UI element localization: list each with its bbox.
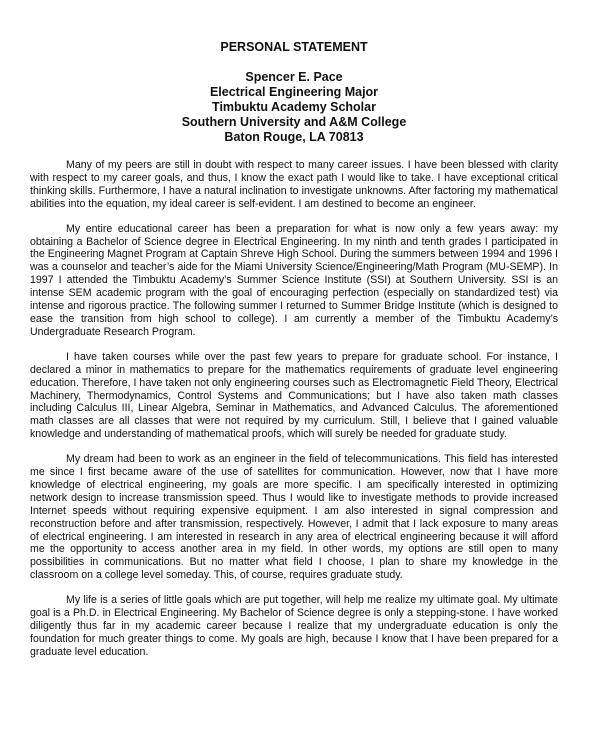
document-page (30, 40, 558, 671)
author-school: Southern University and A&M College (181, 115, 407, 129)
author-name: Spencer E. Pace (245, 70, 343, 84)
author-location: Baton Rouge, LA 70813 (224, 130, 364, 144)
paragraph-2: My entire educational career has been a preparation for what is now only a few years away: my obtaining a Bachelor of Science degree in Electrical Engineering. In my ninth and tenth grades I participated in the Engineering Magnet Program at Captain Shreve High School. During the summers between 1994 and 1996 I was a counselor and teacher’s aide for the Miami University Science/Engineering/Math Program (MU-SEMP). In 1997 I attended the Timbuktu Academy’s Summer Science Institute (SSI) at Southern University. SSI is an intense SEM academic program with the goal of encouraging perfection (especially on standardized test) via intense and rigorous practice. The following summer I returned to Summer Bridge Institute (which is designed to ease the transition from high school to college). I am currently a member of the Timbuktu Academy’s Undergraduate Research Program. (30, 222, 558, 338)
paragraph-5: My life is a series of little goals which are put together, will help me realize my ultimate goal. My ultimate goal is a Ph.D. in Electrical Engineering. My Bachelor of Science degree is only a stepping-stone. I have worked diligently thus far in my academic career because I realize that my undergraduate education is only the foundation for much greater things to come. My goals are high, because I know that I have been prepared for a graduate level education. (30, 594, 558, 658)
paragraph-3: I have taken courses while over the past few years to prepare for graduate school. For instance, I declared a minor in mathematics to prepare for the mathematics requirements of graduate level engineering education. Therefore, I have taken not only engineering courses such as Electromagnetic Field Theory, Electrical Machinery, Thermodynamics, Control Systems and Communications; but I have also taken math classes including Calculus III, Linear Algebra, Seminar in Mathematics, and Advanced Calculus. The aforementioned math classes are all classes that were not required by my curriculum. Still, I believe that I gained valuable knowledge and understanding of mathematical proofs, which will surely be needed for graduate study. (30, 350, 558, 441)
document-title: PERSONAL STATEMENT (220, 40, 368, 54)
paragraph-4: My dream had been to work as an engineer in the field of telecommunications. This field has interested me since I first became aware of the use of satellites for communication. However, now that I have more knowledge of electrical engineering, my goals are more specific. I am specifically interested in optimizing network design to increase transmission speed. Thus I would like to investigate methods to provide increased Internet speeds without requiring expensive equipment. I am also interested in signal compression and reconstruction before and after transmission, respectively. However, I admit that I lack exposure to many areas of electrical engineering. I am interested in research in any area of electrical engineering because it will afford me the opportunity to access another area in my field. In other words, my options are still open to many possibilities in communications. But no matter what field I choose, I plan to share my knowledge in the classroom on a college level someday. This, of course, requires graduate study. (30, 453, 558, 582)
author-header (30, 70, 558, 145)
author-major: Electrical Engineering Major (209, 85, 379, 99)
author-honor: Timbuktu Academy Scholar (212, 100, 376, 114)
paragraph-1: Many of my peers are still in doubt with respect to many career issues. I have been blessed with clarity with respect to my career goals, and thus, I know the exact path I would like to take. I have exceptional critical thinking skills. Furthermore, I have a natural inclination to investigate unknowns. After factoring my mathematical abilities into the equation, my ideal career is self-evident. I am destined to become an engineer. (30, 159, 558, 210)
